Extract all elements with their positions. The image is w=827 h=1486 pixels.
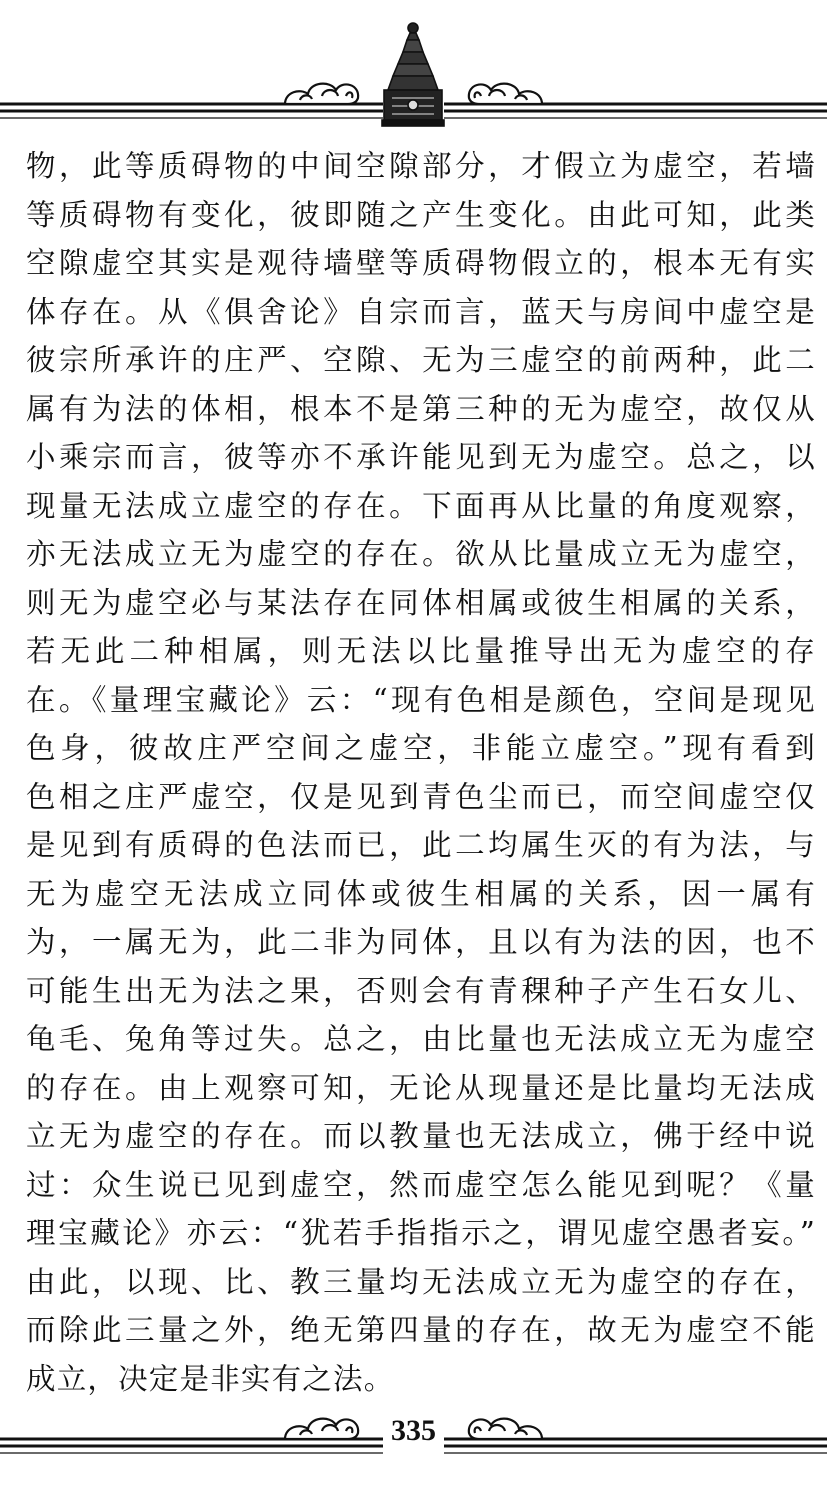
text-line: 空隙虚空其实是观待墙壁等质碍物假立的，根本无有实 — [26, 246, 816, 280]
text-line: 等质碍物有变化，彼即随之产生变化。由此可知，此类 — [26, 197, 816, 232]
text-line: 由此，以现、比、教三量均无法成立无为虚空的存在， — [26, 1264, 816, 1299]
text-line: 理宝藏论》亦云：“犹若手指指示之，谓见虚空愚者妄。” — [26, 1216, 816, 1250]
text-line: 体存在。从《俱舍论》自宗而言，蓝天与房间中虚空是 — [26, 294, 816, 329]
text-line: 而除此三量之外，绝无第四量的存在，故无为虚空不能 — [26, 1313, 816, 1347]
text-line: 物，此等质碍物的中间空隙部分，才假立为虚空，若墙 — [26, 149, 816, 183]
body-text — [26, 142, 816, 1403]
text-line: 的存在。由上观察可知，无论从现量还是比量均无法成 — [26, 1070, 816, 1105]
text-line: 若无此二种相属，则无法以比量推导出无为虚空的存 — [26, 634, 816, 668]
text-line: 成立，决定是非实有之法。 — [26, 1361, 395, 1396]
left-cloud-icon — [285, 84, 358, 104]
page-header-ornament — [0, 0, 827, 135]
text-line: 彼宗所承许的庄严、空隙、无为三虚空的前两种，此二 — [26, 343, 816, 377]
stupa-icon — [382, 23, 444, 126]
page-number: 335 — [391, 1414, 436, 1447]
text-line: 为，一属无为，此二非为同体，且以有为法的因，也不 — [26, 925, 816, 959]
page-footer-ornament — [0, 1404, 827, 1486]
text-line: 则无为虚空必与某法存在同体相属或彼生相属的关系， — [26, 585, 816, 620]
text-line: 现量无法成立虚空的存在。下面再从比量的角度观察， — [26, 488, 816, 523]
text-line: 色相之庄严虚空，仅是见到青色尘而已，而空间虚空仅 — [26, 779, 816, 814]
text-line: 立无为虚空的存在。而以教量也无法成立，佛于经中说 — [26, 1119, 816, 1153]
text-line: 属有为法的体相，根本不是第三种的无为虚空，故仅从 — [26, 391, 816, 426]
text-line: 可能生出无为法之果，否则会有青稞种子产生石女儿、 — [26, 973, 816, 1008]
text-line: 无为虚空无法成立同体或彼生相属的关系，因一属有 — [26, 876, 816, 911]
right-cloud-icon — [469, 84, 542, 104]
text-line: 亦无法成立无为虚空的存在。欲从比量成立无为虚空， — [26, 537, 816, 571]
text-line: 小乘宗而言，彼等亦不承许能见到无为虚空。总之，以 — [26, 440, 816, 474]
text-line: 龟毛、兔角等过失。总之，由比量也无法成立无为虚空 — [26, 1022, 816, 1056]
text-line: 在。《量理宝藏论》云：“现有色相是颜色，空间是现见 — [26, 682, 816, 717]
text-line: 过：众生说已见到虚空，然而虚空怎么能见到呢？《量 — [26, 1167, 816, 1202]
text-line: 是见到有质碍的色法而已，此二均属生灭的有为法，与 — [26, 828, 816, 862]
text-line: 色身，彼故庄严空间之虚空，非能立虚空。”现有看到 — [26, 731, 816, 765]
